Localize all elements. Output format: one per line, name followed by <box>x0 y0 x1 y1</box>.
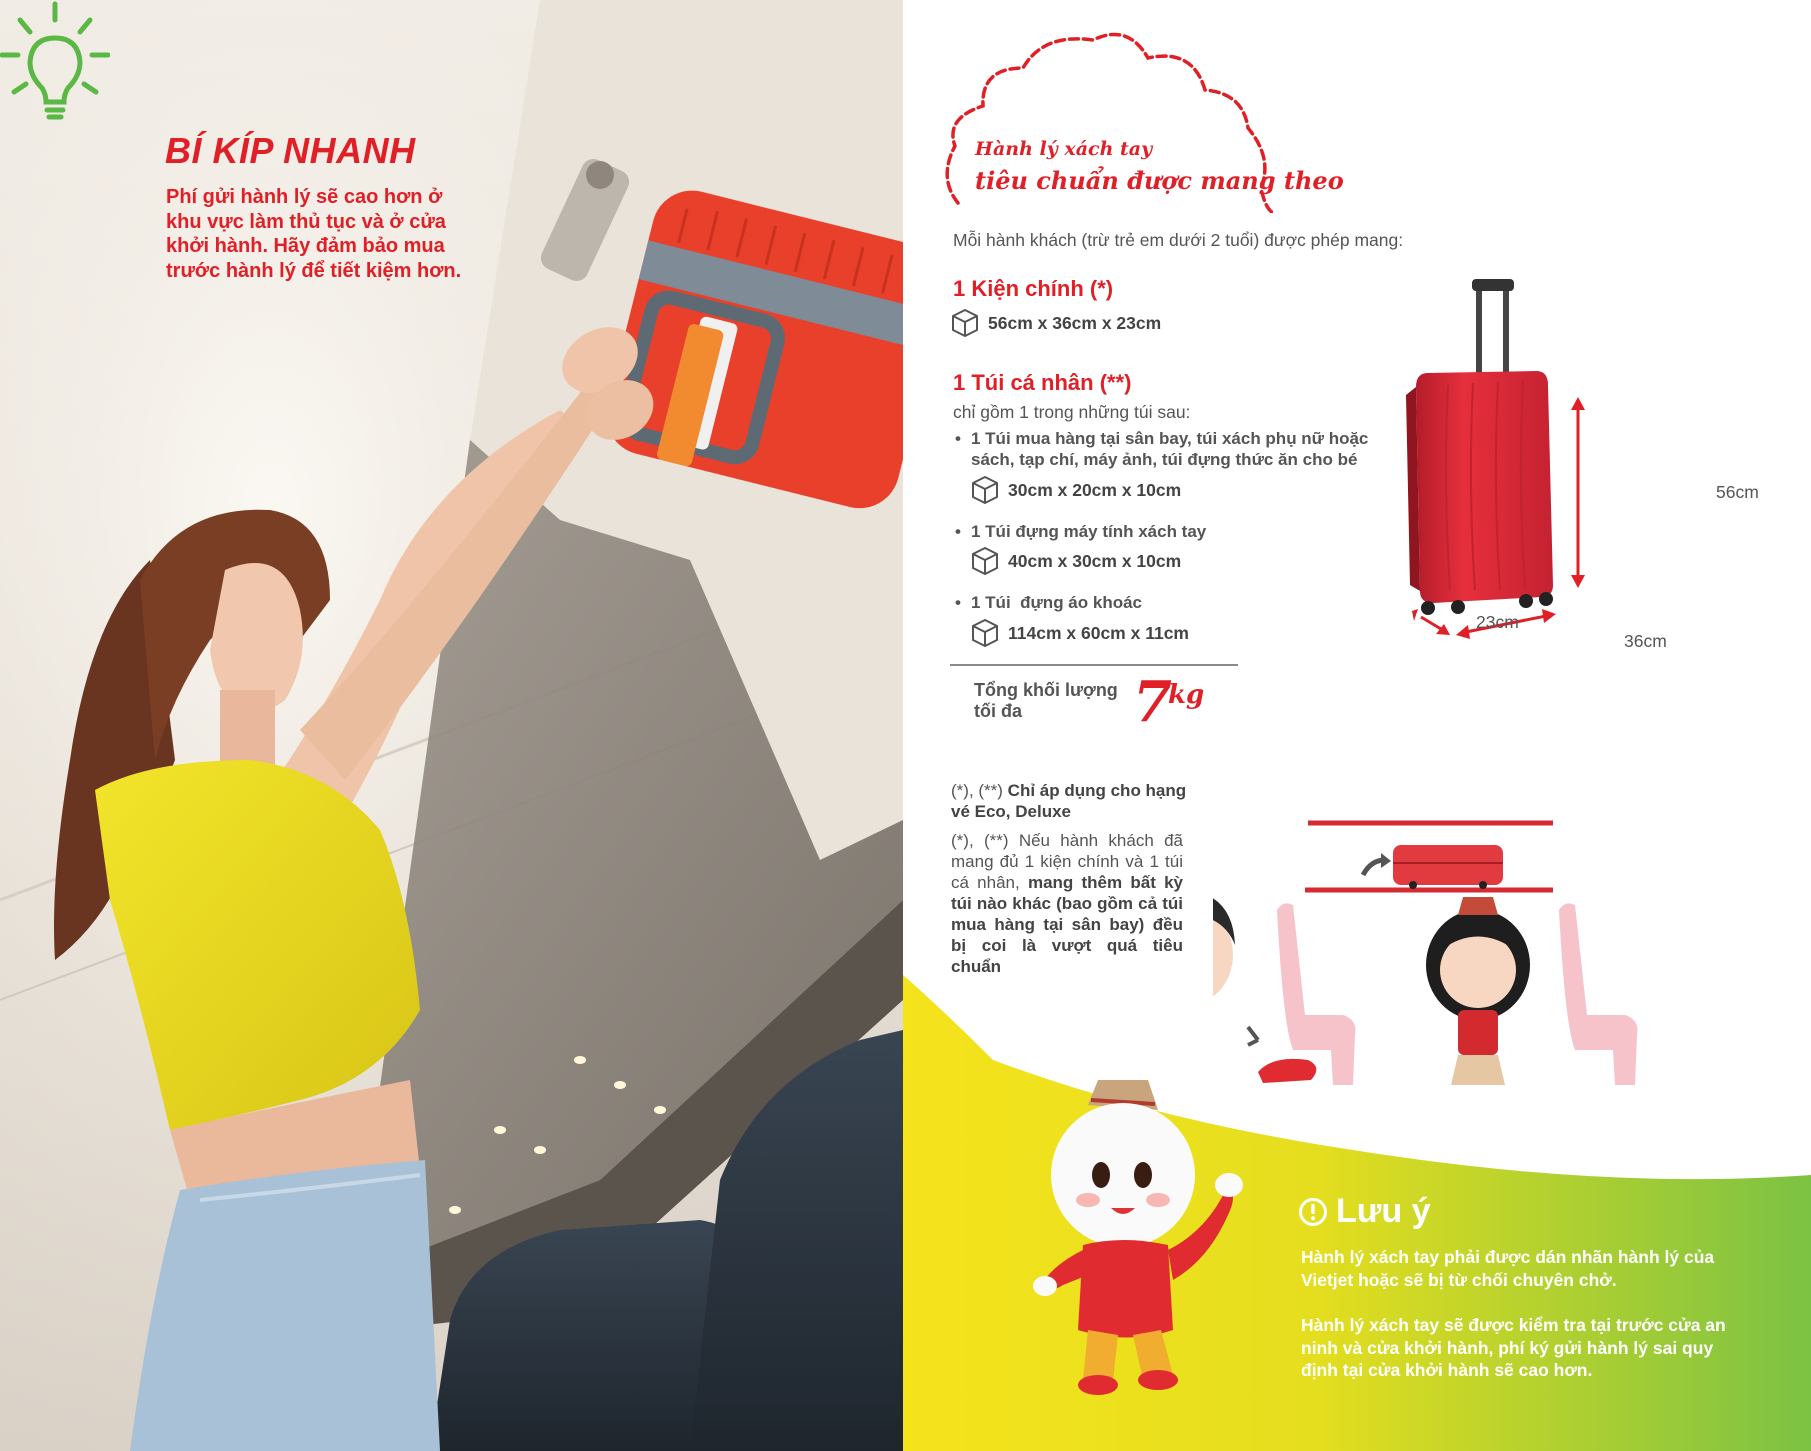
note-eco-deluxe: (*), (**) Chỉ áp dụng cho hạng vé Eco, Deluxe <box>951 781 1187 821</box>
box-icon <box>970 475 1000 505</box>
box-icon <box>970 618 1000 648</box>
header-title: tiêu chuẩn được mang theo <box>975 166 1344 195</box>
cabin-storage-illustration <box>1213 805 1803 1095</box>
warning-paragraph-1: Hành lý xách tay phải được dán nhãn hành lý của Vietjet hoặc sẽ bị từ chối chuyên chở. <box>1301 1247 1715 1290</box>
content-panel <box>903 0 1811 1451</box>
tip-title: BÍ KÍP NHANH <box>165 130 416 171</box>
list-item: • 1 Túi đựng áo khoác <box>955 593 1142 612</box>
list-item: • 1 Túi đựng máy tính xách tay <box>955 522 1207 541</box>
total-weight-label: Tổng khối lượng tối đa <box>974 680 1118 721</box>
warning-title <box>1298 1192 1431 1231</box>
tip-body: Phí gửi hành lý sẽ cao hơn ở khu vực làm thủ tục và ở cửa khởi hành. Hãy đảm bảo mua trước hành lý để tiết kiệm hơn. <box>166 186 462 282</box>
main-item-dimensions-text: 56cm x 36cm x 23cm <box>988 312 1162 333</box>
option-line: 1 Túi đựng máy tính xách tay <box>971 522 1207 541</box>
main-item-title: 1 Kiện chính (*) <box>953 276 1114 301</box>
personal-item-note: chỉ gồm 1 trong những túi sau: <box>953 402 1191 422</box>
option-dimensions <box>970 546 1181 576</box>
option-line: 1 Túi đựng áo khoác <box>971 593 1142 612</box>
option-line: 1 Túi mua hàng tại sân bay, túi xách phụ nữ hoặc <box>971 429 1369 448</box>
box-icon <box>950 308 980 338</box>
divider <box>950 664 1238 666</box>
option-dimensions-text: 40cm x 30cm x 10cm <box>1008 550 1182 571</box>
vietjet-mascot-illustration <box>1033 1080 1243 1400</box>
warning-title-text: Lưu ý <box>1336 1192 1431 1230</box>
total-weight-value: 7 <box>1133 669 1172 735</box>
option-dimensions-text: 114cm x 60cm x 11cm <box>1008 622 1189 643</box>
suitcase-dimensions-illustration <box>1358 275 1608 655</box>
option-dimensions <box>970 618 1189 648</box>
option-line: sách, tạp chí, máy ảnh, túi đựng thức ăn cho bé <box>971 450 1358 469</box>
total-weight-unit: kg <box>1168 680 1205 710</box>
box-icon <box>970 546 1000 576</box>
main-item-dimensions <box>950 308 1161 338</box>
option-dimensions <box>970 475 1181 505</box>
option-dimensions-text: 30cm x 20cm x 10cm <box>1008 479 1182 500</box>
exclamation-circle-icon <box>1298 1197 1328 1227</box>
lightbulb-icon <box>0 0 110 125</box>
suitcase-depth-label: 23cm <box>1476 612 1519 632</box>
suitcase-width-label: 36cm <box>1624 631 1667 651</box>
intro-text: Mỗi hành khách (trừ trẻ em dưới 2 tuổi) được phép mang: <box>953 230 1404 250</box>
photo-panel <box>0 0 903 1451</box>
suitcase-height-label: 56cm <box>1716 482 1759 502</box>
header-subtitle: Hành lý xách tay <box>975 138 1153 160</box>
note-extra-bags: (*), (**) Nếu hành khách đã mang đủ 1 kiện chính và 1 túi cá nhân, mang thêm bất kỳ túi nào khác (bao gồm cả túi mua hàng tại sân bay) đều bị coi là vượt quá tiêu chuẩn <box>951 831 1183 976</box>
list-item: • 1 Túi mua hàng tại sân bay, túi xách phụ nữ hoặc sách, tạp chí, máy ảnh, túi đựng thức ăn cho bé <box>955 429 1369 469</box>
warning-paragraph-2: Hành lý xách tay sẽ được kiểm tra tại trước cửa an ninh và cửa khởi hành, phí ký gửi hành lý sai quy định tại cửa khởi hành sẽ cao hơn. <box>1301 1315 1726 1380</box>
personal-item-title: 1 Túi cá nhân (**) <box>953 370 1132 395</box>
